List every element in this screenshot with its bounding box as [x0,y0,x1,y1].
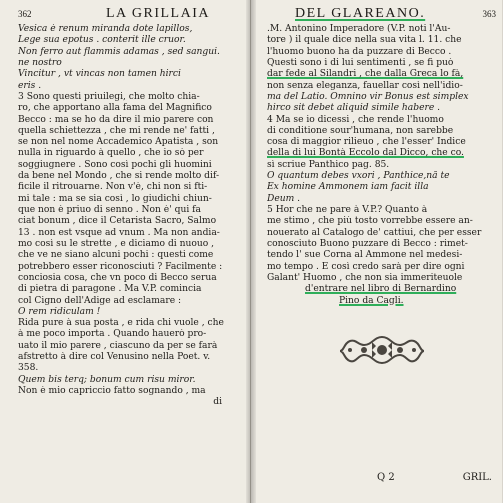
text-line: soggiugnere . Sono così pochi gli huomini [18,159,212,170]
right-page [251,0,502,503]
text-line: di conditione sour'humana, non sarebbe [267,125,454,136]
text-line: se non nel nome Accademico Apatista , son [18,137,219,148]
text-line: hirco sit debet aliquid simile habere . [267,103,441,114]
signature-mark: Q 2 [377,472,395,483]
highlighted-line-bernardino: d'entrare nel libro di Bernardino [305,284,457,295]
text-line: Galant' Huomo , che non sia immeriteuole [267,272,463,283]
left-running-head [18,6,240,22]
text-line: Vincitur , vt vincas non tamen hirci [18,69,181,80]
text-line: tore ) il quale dice nella sua vita l. 11. che [267,35,462,46]
right-text-block [267,24,496,307]
text-line: 3 Sono questi priuilegi, che molto chia- [18,91,200,102]
left-title: LA GRILLAIA [106,6,210,21]
text-line: conciosia cosa, che vn poco di Becco serua [18,272,217,283]
book-gutter [246,0,256,503]
highlighted-line-dicco: della di lui Bontà Eccolo dal Dicco, che co. [267,148,464,159]
text-line: col Cigno dell'Adige ad esclamare : [18,295,182,306]
text-line: O quantum debes vxori , Panthice,nã te [267,171,450,182]
left-page-number: 362 [18,9,32,19]
text-line: que non è priuo di senno . Non è' qui fa [18,205,201,215]
text-line: tendo l' sue Corna al Ammone nel medesi- [267,250,463,261]
left-page [0,0,251,503]
text-line: Becco : ma se ho da dire il mio parere con [18,114,214,125]
text-line: conosciuto Buono puzzare di Becco : rimet- [267,238,468,249]
text-line: l'huomo buono ha da puzzare di Becco . [267,46,452,57]
text-line: ciat bonum , dice il Cetarista Sacro, Salmo [18,216,217,227]
text-line: ficile il ritrouarne. Non v'è, chi non si fti- [18,182,208,193]
text-line: 358. [18,363,39,374]
highlighted-line-silandri: dar fede al Silandri , che dalla Greca lo fà, [267,69,464,80]
text-line: Vesica è renum miranda dote lapillos, [18,24,193,34]
text-line: mo tempo . E così credo sarà per dire ogni [267,261,465,272]
text-line: sì scriue Panthico pag. 85. [267,159,390,170]
text-line: 4 Ma se io dicessi , che rende l'huomo [267,114,444,125]
text-line: Questi sono i di lui sentimenti , se fi può [267,57,454,68]
text-line: 5 Hor che ne pare à V.P.? Quanto à [267,205,428,215]
text-line: eris . [18,80,42,91]
text-line: ro, che apportano alla fama del Magnifico [18,103,212,114]
text-line: potrebbero esser riconosciuti ? Facilmente : [18,261,223,272]
text-line: nulla in riguardo à quello , che io sò per [18,148,204,159]
text-line: mo così su le strette , e diciamo di nuouo , [18,238,215,249]
right-running-head [267,6,496,22]
right-page-number: 363 [482,9,496,19]
text-line: 13 . non est vsque ad vnum . Ma non andia- [18,227,220,238]
text-line: à me poco importa . Quando hauerò pro- [18,329,207,340]
text-line: Rida pure à sua posta , e rida chi vuole , che [18,318,224,329]
text-line: Non è mio capriccio fatto sognando , ma [18,386,206,396]
text-line: Quem bis terq; bonum cum risu miror. [18,374,196,385]
text-line: non senza eleganza, fauellar così nell'idio- [267,80,463,91]
printers-ornament [267,333,496,367]
left-text-block [18,24,240,409]
text-line: ma del Latio. Omnino vir Bonus est simplex [267,91,469,102]
text-line: O rem ridiculam ! [18,306,101,317]
text-line: Deum . [267,193,301,204]
right-catchword: GRIL. [462,472,492,483]
ornament-icon [336,333,428,367]
right-page-footer [267,472,492,483]
text-line: quella schiettezza , che mi rende ne' fatti , [18,125,215,136]
text-line: nouerato al Catalogo de' cattiui, che per esser [267,227,482,238]
text-line: da bene nel Mondo , che si rende molto dif- [18,171,220,182]
text-line: Ex homine Ammonem iam facit illa [267,182,429,193]
text-line: Non ferro aut flammis adamas , sed sangui. [18,46,220,57]
text-line: che ve ne siano alcuni pochi : questi come [18,250,214,261]
highlighted-line-pino: Pino da Cagli. [339,295,404,306]
text-line: di pietra di paragone . Ma V.P. comincia [18,284,202,295]
text-line: afstretto à dire col Venusino nella Poet. v. [18,352,211,363]
text-line: cosa di maggior rilieuo , che l'esser' Indice [267,137,466,148]
right-title: DEL GLAREANO. [295,6,426,21]
text-line: Lege sua epotus . conterit ille cruor. [18,35,186,46]
text-line: ne nostro [18,57,62,68]
left-catchword: di [213,397,222,408]
text-line: uato il mio parere , ciascuno da per se farà [18,340,218,351]
text-line: mi tale : ma se sia così , lo giudichi chiun- [18,193,212,204]
text-line: me stimo , che più tosto vorrebbe essere an- [267,216,473,227]
text-line: .M. Antonino Imperadore (V.P. noti l'Au- [267,24,451,34]
